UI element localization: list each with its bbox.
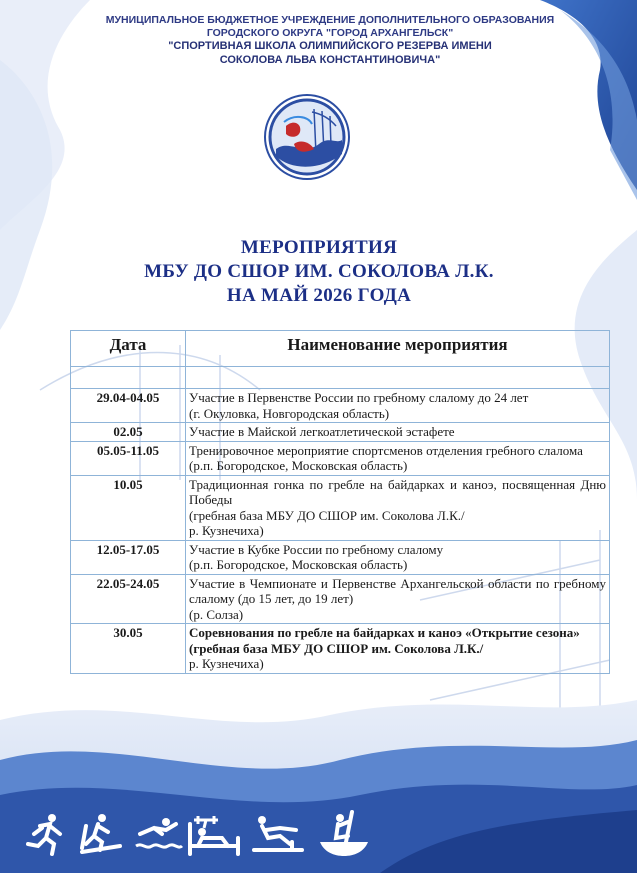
column-header-date: Дата	[71, 331, 186, 367]
page-title	[80, 236, 558, 308]
header-line-2: ГОРОДСКОГО ОКРУГА "ГОРОД АРХАНГЕЛЬСК"	[206, 27, 454, 39]
table-header-row	[71, 331, 610, 367]
table-row	[71, 475, 610, 540]
event-date: 29.04-04.05	[71, 389, 186, 423]
canoe-icon	[320, 812, 368, 856]
school-logo	[264, 94, 350, 180]
event-line: Участие в Первенстве России по гребному слалому до 24 лет	[189, 390, 529, 405]
event-line: (гребная база МБУ ДО СШОР им. Соколова Л.К./	[189, 640, 484, 656]
table-row	[71, 624, 610, 674]
event-date: 10.05	[71, 475, 186, 540]
event-line: (р.п. Богородское, Московская область)	[189, 557, 408, 572]
table-row	[71, 574, 610, 624]
table-spacer-row	[71, 367, 610, 389]
event-date: 02.05	[71, 423, 186, 442]
weightlifter-icon	[190, 816, 238, 854]
header-line-4: СОКОЛОВА ЛЬВА КОНСТАНТИНОВИЧА"	[219, 53, 441, 66]
event-line: Соревнования по гребле на байдарках и каноэ «Открытие сезона»	[189, 625, 580, 640]
rower-icon	[254, 816, 302, 850]
title-line-3: НА МАЙ 2026 ГОДА	[226, 285, 412, 306]
event-line: (гребная база МБУ ДО СШОР им. Соколова Л.К./	[189, 507, 465, 523]
event-date: 12.05-17.05	[71, 540, 186, 574]
sport-icons	[18, 806, 378, 860]
table-row	[71, 389, 610, 423]
event-date: 05.05-11.05	[71, 441, 186, 475]
column-header-name: Наименование мероприятия	[186, 331, 610, 367]
event-description	[186, 540, 610, 574]
header-line-1: МУНИЦИПАЛЬНОЕ БЮДЖЕТНОЕ УЧРЕЖДЕНИЕ ДОПОЛНИТЕЛЬНОГО ОБРАЗОВАНИЯ	[105, 14, 555, 26]
table-row	[71, 423, 610, 442]
event-line: (г. Окуловка, Новгородская область)	[189, 405, 390, 421]
event-line: Участие в Кубке России по гребному слалому	[189, 541, 444, 557]
event-line: Участие в Чемпионате и Первенстве Архангельской области по гребному слалому (до 15 лет, до 19 лет)	[189, 575, 606, 606]
event-line: (р. Солза)	[189, 606, 244, 622]
skier-icon	[82, 814, 120, 852]
events-table	[70, 330, 610, 674]
title-line-2: МБУ ДО СШОР ИМ. СОКОЛОВА Л.К.	[144, 261, 494, 282]
event-date: 30.05	[71, 624, 186, 674]
event-description	[186, 574, 610, 624]
event-description	[186, 475, 610, 540]
event-line: р. Кузнечиха)	[189, 523, 264, 538]
event-line: Тренировочное мероприятие спортсменов отделения гребного слалома	[189, 442, 583, 458]
swimmer-icon	[136, 818, 182, 847]
event-description	[186, 441, 610, 475]
event-date: 22.05-24.05	[71, 574, 186, 624]
header-line-3: "СПОРТИВНАЯ ШКОЛА ОЛИМПИЙСКОГО РЕЗЕРВА ИМЕНИ	[168, 40, 492, 52]
table-row	[71, 540, 610, 574]
event-description	[186, 389, 610, 423]
event-line: р. Кузнечиха)	[189, 656, 264, 671]
event-line: (р.п. Богородское, Московская область)	[189, 458, 408, 473]
event-line: Участие в Майской легкоатлетической эстафете	[189, 424, 455, 439]
table-row	[71, 441, 610, 475]
title-line-1: МЕРОПРИЯТИЯ	[240, 237, 398, 258]
runner-icon	[28, 814, 60, 854]
event-description	[186, 423, 610, 442]
organization-header	[60, 14, 600, 67]
event-description	[186, 624, 610, 674]
event-line: Традиционная гонка по гребле на байдарках и каноэ, посвященная Дню Победы	[189, 476, 606, 507]
